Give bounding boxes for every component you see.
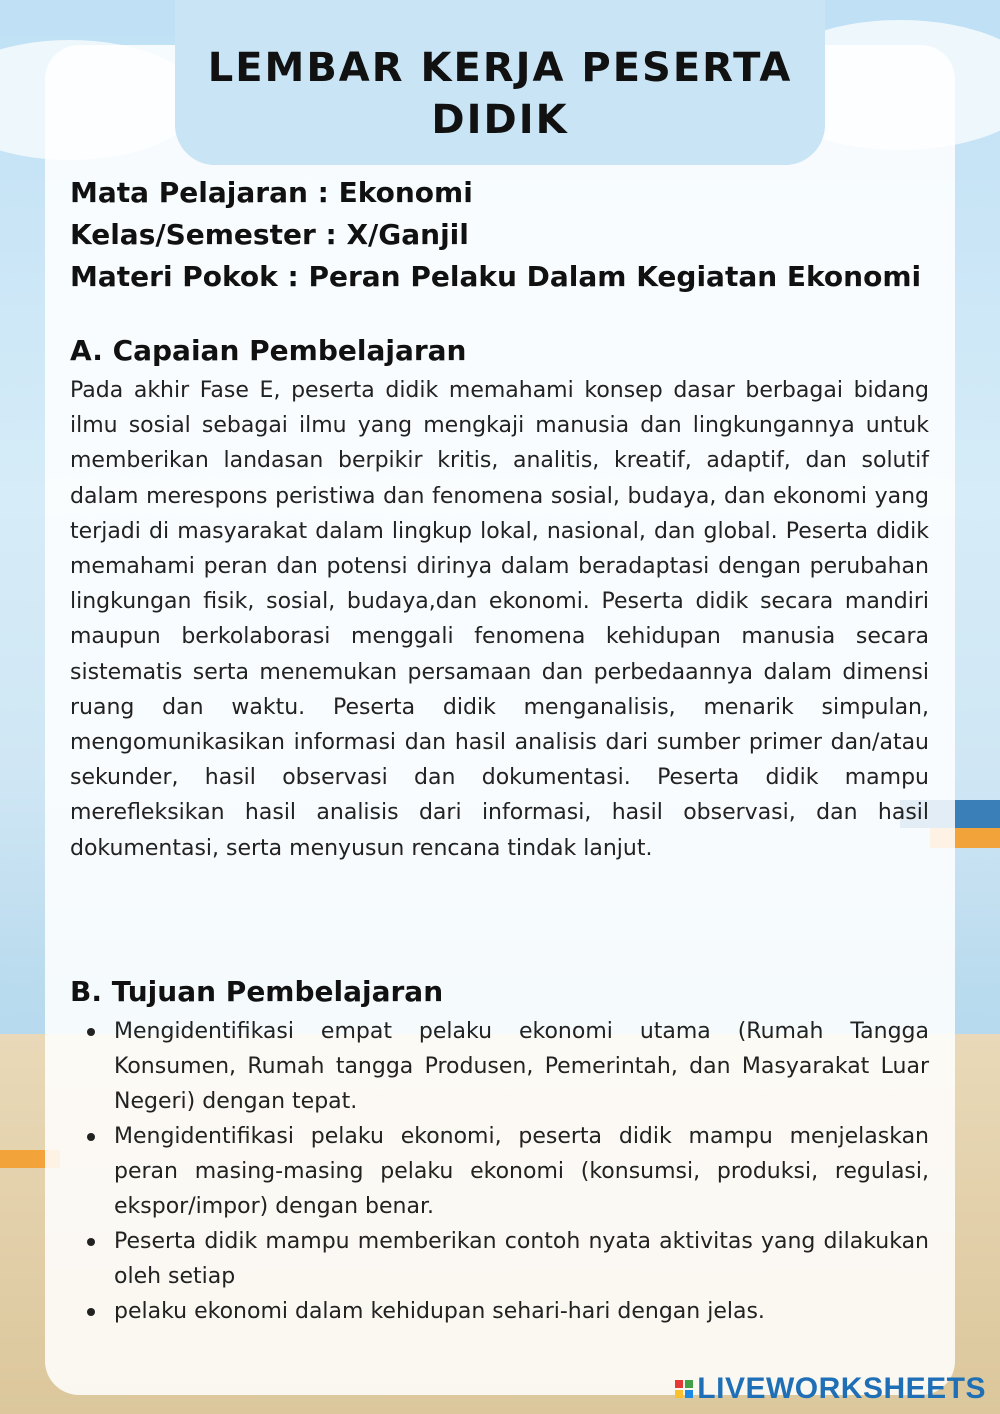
list-item-text: Mengidentifikasi pelaku ekonomi, peserta didik mampu menjelaskan peran masing-masing pelaku ekonomi (konsumsi, produksi, regulasi, ekspor/impor) dengan benar.: [114, 1124, 929, 1219]
class-line: Kelas/Semester : X/Ganjil: [70, 218, 469, 251]
section-a-body: Pada akhir Fase E, peserta didik memahami konsep dasar berbagai bidang ilmu sosial sebagai ilmu yang mengkaji manusia dan lingkungannya untuk memberikan landasan berpikir kritis, analitis, kreatif, adaptif, dan solutif dalam merespons peristiwa dan fenomena sosial, budaya, dan ekonomi yang terjadi di masyarakat dalam lingkup lokal, nasional, dan global. Peserta didik memahami peran dan potensi dirinya dalam beradaptasi dengan perubahan lingkungan fisik, sosial, budaya,dan ekonomi. Peserta didik secara mandiri maupun berkolaborasi menggali fenomena kehidupan manusia secara sistematis serta menemukan persamaan dan perbedaannya dalam dimensi ruang dan waktu. Peserta didik menganalisis, menarik simpulan, mengomunikasikan informasi dan hasil analisis dari sumber primer dan/atau sekunder, hasil observasi dan dokumentasi. Peserta didik mampu merefleksikan hasil analisis dari informasi, hasil observasi, dan hasil dokumentasi, serta menyusun rencana tindak lanjut.: [70, 378, 929, 861]
section-b-heading: B. Tujuan Pembelajaran: [70, 975, 444, 1008]
list-item: [70, 1119, 929, 1224]
logo-square-yellow: [675, 1390, 683, 1398]
metadata-block: [70, 172, 940, 298]
objectives-list: [70, 1014, 929, 1329]
subject-line: Mata Pelajaran : Ekonomi: [70, 176, 473, 209]
logo-square-green: [685, 1380, 693, 1388]
list-item-text: pelaku ekonomi dalam kehidupan sehari-hari dengan jelas.: [114, 1299, 765, 1324]
list-item: [70, 1014, 929, 1119]
list-item-text: Mengidentifikasi empat pelaku ekonomi utama (Rumah Tangga Konsumen, Rumah tangga Produsen, Pemerintah, dan Masyarakat Luar Negeri) dengan tepat.: [114, 1019, 929, 1114]
logo-square-red: [675, 1380, 683, 1388]
section-a-heading: A. Capaian Pembelajaran: [70, 334, 467, 367]
list-item-text: Peserta didik mampu memberikan contoh nyata aktivitas yang dilakukan oleh setiap: [114, 1229, 929, 1289]
liveworksheets-logo[interactable]: [675, 1372, 986, 1406]
liveworksheets-icon: [675, 1380, 693, 1398]
bullet-icon: [87, 1238, 95, 1246]
list-item: [70, 1294, 929, 1329]
list-item: [70, 1224, 929, 1294]
logo-square-blue: [685, 1390, 693, 1398]
bullet-icon: [87, 1133, 95, 1141]
page-title: LEMBAR KERJA PESERTA DIDIK: [207, 45, 793, 143]
liveworksheets-wordmark: LIVEWORKSHEETS: [697, 1372, 986, 1405]
bullet-icon: [87, 1308, 95, 1316]
bullet-icon: [87, 1028, 95, 1036]
topic-line: Materi Pokok : Peran Pelaku Dalam Kegiatan Ekonomi: [70, 260, 922, 293]
